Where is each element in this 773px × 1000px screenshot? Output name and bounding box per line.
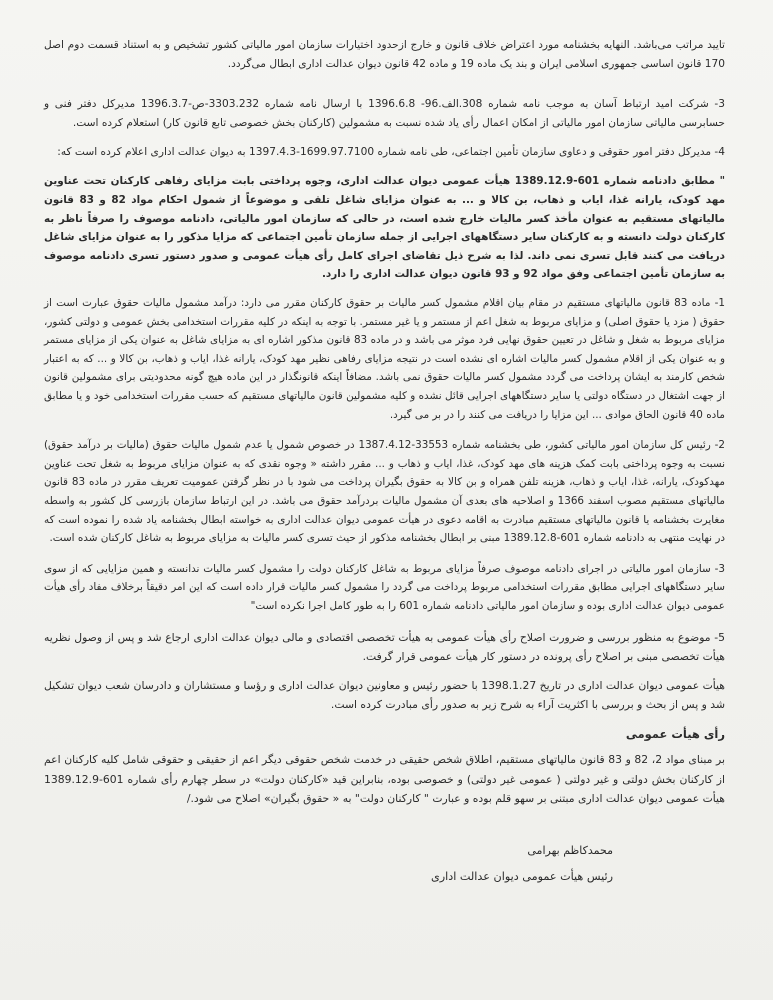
signatory-name: محمدکاظم بهرامی	[527, 843, 613, 857]
ruling-heading: رأی هیأت عمومی	[625, 727, 725, 742]
paragraph-4: 4- مدیرکل دفتر امور حقوقی و دعاوی سازمان تأمین اجتماعی، طی نامه شماره 1699.97.7100-1397.4.3 به دیوان عدالت اداری اعلام کرده است که:	[57, 146, 725, 159]
quote-paragraph-4: 3- سازمان امور مالیاتی در اجرای دادنامه موصوف صرفاً مزایای مربوط به شاغل کارکنان دولت را مشمول کسر مالیات ندانسته و همین مزایایی که از سوی سایر دستگاههای اجرایی مطابق مقررات استخدامی مربوط پرداخت می گردد را مشمول کسر مالیات قرار داده است که این امر دقیقاً برخلاف مفاد رأی هیأت عمومی دیوان عدالت اداری بوده و سازمان امور مالیاتی دادنامه شماره 601 را به طور کامل اجرا نکرده است"	[44, 562, 725, 612]
quote-paragraph-1: " مطابق دادنامه شماره 601-1389.12.9 هیأت عمومی دیوان عدالت اداری، وجوه پرداختی بابت مزایای رفاهی کارکنان تحت عناوین مهد کودک، یارانه غذا، ایاب و ذهاب، بن کالا و ... به عنوان مزایای شاغل تلقی و موضوعاً از شمول احکام مواد 82 و 83 قانون مالیاتهای مستقیم به عنوان مأخذ کسر مالیات خارج شده است، در حالی که سازمان امور مالیاتی، دادنامه موصوف را صرفاً ناظر به کارکنان دولت دانسته و به کارکنان سایر دستگاههای اجرایی از جمله سازمان تأمین اجتماعی که مزایا مذکور را به عنوان مزایای شاغل دریافت می کنند قابل تسری نمی داند. لذا به شرح ذیل تقاضای اجرای کامل رأی هیأت عمومی و صدور دستور تسری دادنامه موصوف به سازمان تأمین اجتماعی وفق مواد 92 و 93 قانون دیوان عدالت اداری را دارد.	[44, 175, 726, 281]
paragraph-3: 3- شرکت امید ارتباط آسان به موجب نامه شماره 308.الف.96- 1396.6.8 با ارسال نامه شماره 3303.232-ص-1396.3.7 مدیرکل دفتر فنی و حسابرسی مالیاتی سازمان امور مالیاتی از امکان اعمال رأی یاد شده نسبت به مشمولین (کارکنان بخش خصوصی تابع قانون کار) استعلام کرده است.	[44, 97, 725, 129]
intro-paragraph: تایید مراتب می‌باشد. النهایه بخشنامه مورد اعتراض خلاف قانون و خارج ازحدود اختیارات سازمان امور مالیاتی کشور تشخیص و به استناد قسمت دوم اصل 170 قانون اساسی جمهوری اسلامی ایران و بند یک ماده 19 و ماده 42 قانون دیوان عدالت اداری ابطال می‌گردد.	[44, 39, 725, 71]
session-paragraph: هیأت عمومی دیوان عدالت اداری در تاریخ 1398.1.27 با حضور رئیس و معاونین دیوان عدالت اداری و رؤسا و مستشاران و دادرسان شعب دیوان تشکیل شد و پس از بحث و بررسی با اکثریت آراء به شرح زیر به صدور رأی مبادرت کرده است.	[44, 678, 725, 712]
paragraph-5: 5- موضوع به منظور بررسی و ضرورت اصلاح رأی هیأت عمومی به هیأت تخصصی اقتصادی و مالی دیوان عدالت اداری ارجاع شد و پس از وصول نظریه هیأت تخصصی مبنی بر اصلاح رأی پرونده در دستور کار هیأت عمومی قرار گرفت.	[44, 630, 725, 663]
ruling-paragraph: بر مبنای مواد 2، 82 و 83 قانون مالیاتهای مستقیم، اطلاق شخص حقیقی در خدمت شخص حقوقی دیگر اعم از حقیقی و حقوقی شامل کلیه کارکنان اعم از کارکنان بخش دولتی و غیر دولتی ( عمومی غیر دولتی) و خصوصی بوده، بنابراین قید «کارکنان دولت» در سطر چهارم رأی شماره 601-1389.12.9 هیأت عمومی دیوان عدالت اداری مبتنی بر سهو قلم بوده و عبارت " کارکنان دولت" به « حقوق بگیران» اصلاح می شود./	[44, 753, 726, 805]
quote-paragraph-2: 1- ماده 83 قانون مالیاتهای مستقیم در مقام بیان اقلام مشمول کسر مالیات بر حقوق کارکنان مقرر می دارد: درآمد مشمول مالیات حقوق عبارت است از حقوق ( مزد یا حقوق اصلی) و مزایای مربوط به شغل اعم از مستمر و یا غیر مستمر. با توجه به اینکه در کلیه مقررات استخدامی بخش عمومی و دولتی کشور، مزایای مربوط به شغل و شاغل در تعیین حقوق نهایی فرد موثر می باشد و در ماده 83 قانون مذکور اشاره ای به مزایای شاغل به عنوان یکی از مزایای مستمر و به عنوان یکی از اقلام مشمول کسر مالیات اشاره ای نشده است در نتیجه مزایای رفاهی نظیر مهد کودک، یارانه غذا، ایاب و ذهاب، بن کالا و ... که به اعتبار شخص کارمند به ایشان پرداخت می گردد مشمول کسر مالیات حقوق نمی باشد. مضافاً اینکه قانونگذار در این ماده هیچ گونه محدودیتی برای مشمولین قانون از جهت اشتغال در دستگاه دولتی یا سایر دستگاههای اجرایی قائل نشده و کلیه مشمولین قانون مالیاتهای مستقیم که حسب مقررات استخدامی خود و یا مطابق ماده 40 قانون الحاق موادی ... این مزایا را دریافت می کنند را در بر می گیرد.	[44, 297, 725, 421]
signature-block	[44, 838, 725, 890]
quote-paragraph-3: 2- رئیس کل سازمان امور مالیاتی کشور، طی بخشنامه شماره 33553-1387.4.12 در خصوص شمول یا عدم شمول مالیات حقوق (مالیات بر درآمد حقوق) نسبت به وجوه پرداختی بابت کمک هزینه های مهد کودک، غذا، ایاب و ذهاب و ... مقرر داشته « وجوه نقدی که به عنوان مزایای مربوط به شغل تحت عناوین مهدکودک، یارانه، غذا، ایاب و ذهاب، هزینه تلفن همراه و بن کالا به حقوق بگیران پرداخت می شود با در نظر گرفتن عمومیت تعریف مقرر در ماده 83 قانون مالیاتهای مستقیم مصوب اسفند 1366 و اصلاحیه های بعدی آن مشمول مالیات بردرآمد حقوق می باشد. در این ارتباط سازمان بازرسی کل کشور به واسطه مغایرت بخشنامه یا قانون مالیاتهای مستقیم مبادرت به اقامه دعوی در هیأت عمومی دیوان عدالت اداری به خواسته ابطال بخشنامه یاد شده را نموده است که در نهایت منتهی به دادنامه شماره 601-1389.12.8 مبنی بر ابطال بخشنامه مذکور از حیث تسری کسر مالیات به مزایای مربوط به شاغل کارکنان شده است.	[44, 439, 726, 545]
signatory-title: رئیس هیأت عمومی دیوان عدالت اداری	[431, 869, 613, 883]
